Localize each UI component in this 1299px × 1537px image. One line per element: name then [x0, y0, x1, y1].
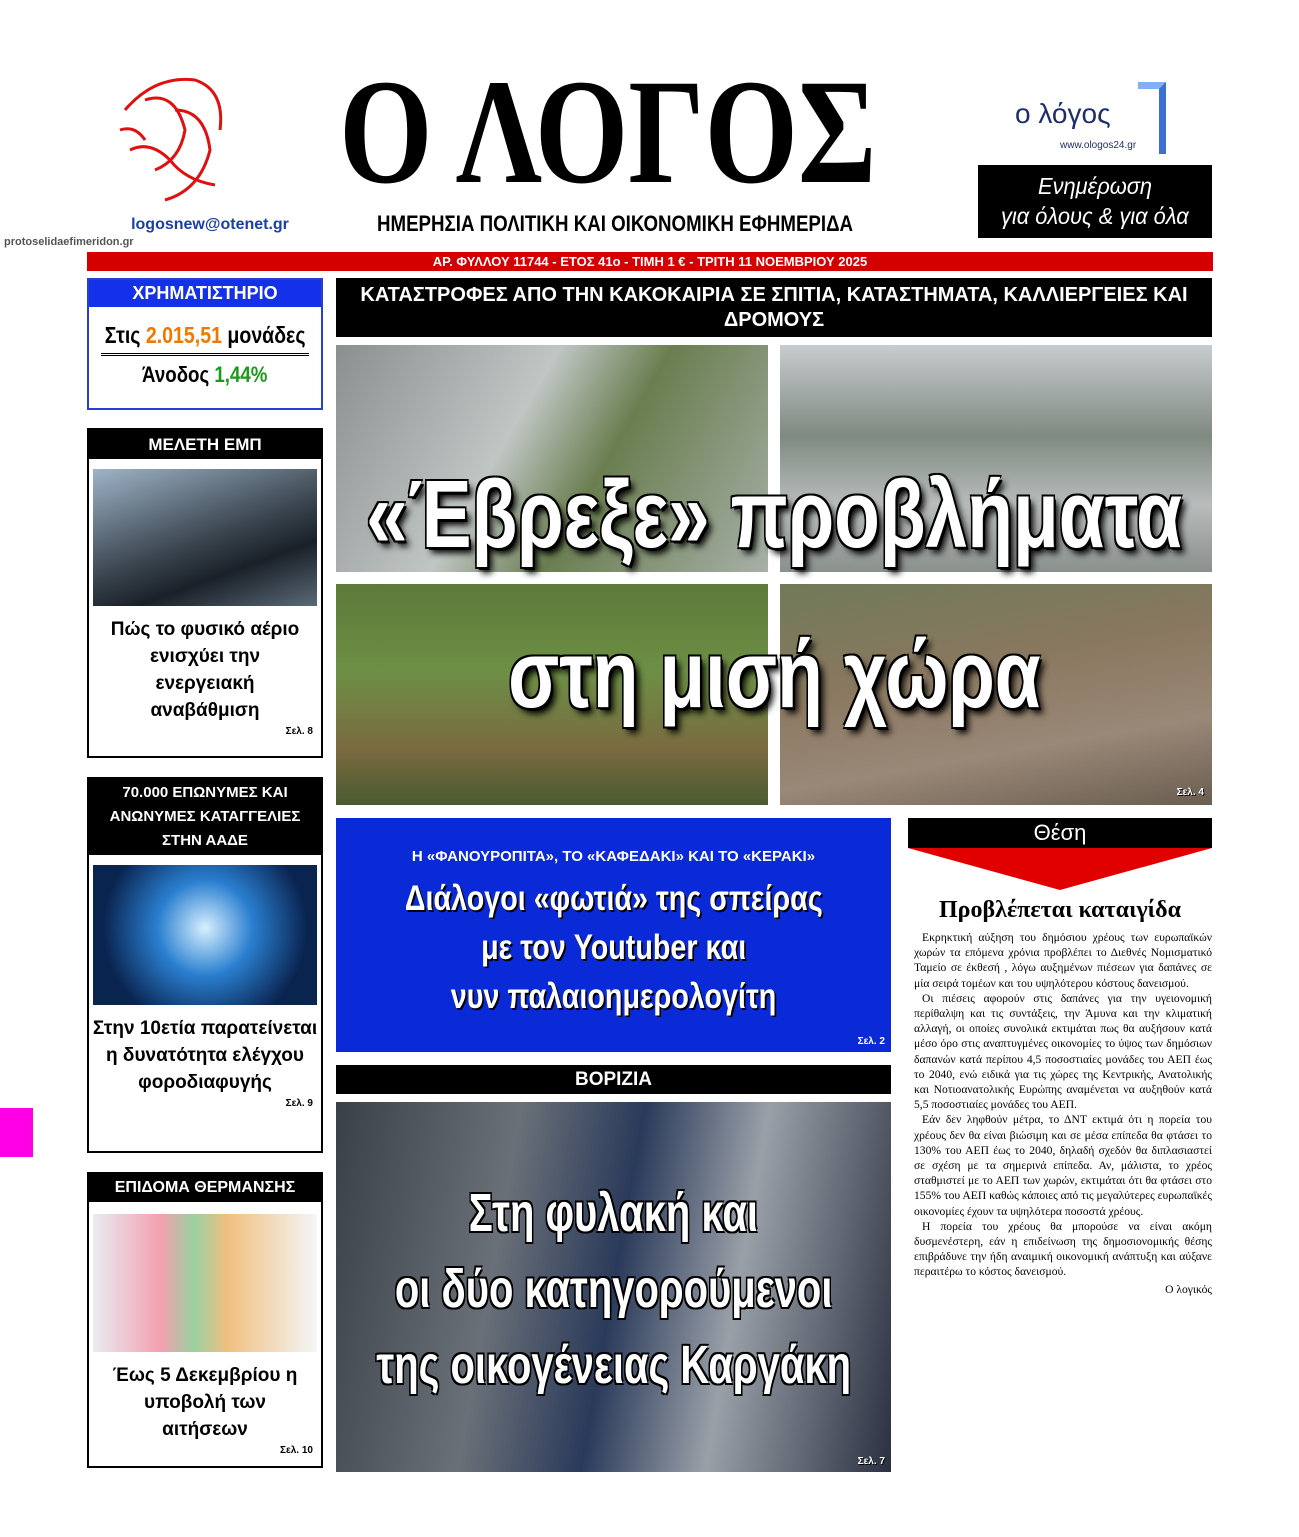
masthead-title-wrap: [330, 49, 885, 215]
headline-line-1: Διάλογοι «φωτιά» της σπείρας: [404, 879, 823, 918]
editorial-header: Θέση: [908, 818, 1212, 848]
divider: [101, 353, 309, 356]
masthead-subtitle: ΗΜΕΡΗΣΙΑ ΠΟΛΙΤΙΚΗ ΚΑΙ ΟΙΚΟΝΟΜΙΚΗ ΕΦΗΜΕΡΙΔΑ: [376, 211, 854, 236]
editorial-signature: Ο λογικός: [1165, 1282, 1212, 1296]
story-text: Έως 5 Δεκεμβρίου η υποβολή των αιτήσεων: [112, 1365, 298, 1440]
headline-line-2-wrap: [336, 923, 891, 972]
headline-line-2: οι δύο κατηγορούμενοι: [394, 1259, 833, 1319]
email-wrap: [110, 215, 310, 235]
logo-illustration: [115, 70, 240, 210]
editorial-paragraph: Οι πιέσεις αφορούν στις δαπάνες για την υγειονομική περίθαλψη και τις συντάξεις, την Άμυνα και την κλιματική αλλαγή, οι οποίες συνολικά εκτιμάται πως θα αυξήσουν κατά μέσο όρο στις αναπτυγμένες οικονομίες το ύψος των δημόσιων δαπανών κατά περίπου 4,5 ποσοστιαίες μονάδες του ΑΕΠ έως το 2040, ενώ ειδικά για τις χώρες της Κεντρικής, Ανατολικής και Νοτιοανατολικής Ευρώπης αναμένεται να αυξηθούν κατά 5,5 ποσοστιαίες μονάδες του ΑΕΠ.: [914, 991, 1212, 1112]
third-kicker: ΒΟΡΙΖΙΑ: [336, 1065, 891, 1094]
headline-line-3: νυν παλαιοημερολογίτη: [450, 977, 777, 1016]
tagline-1: Ενημέρωση: [1037, 173, 1153, 199]
second-kicker-wrap: [336, 848, 891, 866]
editorial-title: Προβλέπεται καταιγίδα: [939, 897, 1181, 923]
headline-line-2: στη μισή χώρα: [507, 621, 1041, 728]
headline-line-3-wrap: [336, 1327, 891, 1403]
headline-line-2: με τον Youtuber και: [480, 928, 747, 967]
page-ref: Σελ. 8: [285, 726, 313, 737]
page-ref: Σελ. 7: [857, 1456, 885, 1467]
sidebar-story-3[interactable]: [87, 1172, 323, 1468]
tagline-box: [978, 165, 1212, 238]
stock-change-inner: [142, 362, 267, 388]
page-ref: Σελ. 10: [280, 1445, 313, 1456]
headline-line-2-wrap: [336, 615, 1212, 735]
stock-value: 2.015,51: [145, 322, 222, 348]
sidebar-story-1[interactable]: [87, 428, 323, 758]
third-headline: [336, 1175, 891, 1403]
lead-kicker: ΚΑΤΑΣΤΡΟΦΕΣ ΑΠΟ ΤΗΝ ΚΑΚΟΚΑΙΡΙΑ ΣΕ ΣΠΙΤΙΑ, ΚΑΤΑΣΤΗΜΑΤΑ, ΚΑΛΛΙΕΡΓΕΙΕΣ ΚΑΙ ΔΡΟΜΟΥΣ: [336, 278, 1212, 337]
stock-value-line: [89, 321, 321, 349]
story-image-gas-stove: [93, 469, 317, 606]
headline-line-3: της οικογένειας Καργάκη: [376, 1335, 851, 1395]
headline-line-1-wrap: [336, 874, 891, 923]
second-story[interactable]: [336, 818, 891, 1052]
stock-change: 1,44%: [214, 362, 268, 387]
stock-box: [87, 278, 323, 410]
headline-line-2-wrap: [336, 1251, 891, 1327]
headline-line-1-wrap: [336, 1175, 891, 1251]
story-image-radiator-money: [93, 1214, 317, 1352]
stock-change-line: [89, 362, 321, 388]
second-headline: [336, 874, 891, 1021]
logo24-text: ο λόγος: [1015, 98, 1111, 129]
stock-post: μονάδες: [227, 322, 306, 348]
tagline-2-wrap: [978, 201, 1212, 231]
story-text: Πώς το φυσικό αέριο ενισχύει την ενεργειακή αναβάθμιση: [110, 619, 300, 721]
tagline-2: για όλους & για όλα: [1001, 203, 1189, 229]
masthead-subtitle-wrap: [335, 211, 895, 237]
issue-line: ΑΡ. ΦΥΛΛΟΥ 11744 - ΕΤΟΣ 41ο - ΤΙΜΗ 1 € - ΤΡΙΤΗ 11 ΝΟΕΜΒΡΙΟΥ 2025: [432, 254, 868, 269]
story-header: 70.000 ΕΠΩΝΥΜΕΣ ΚΑΙ ΑΝΩΝΥΜΕΣ ΚΑΤΑΓΓΕΛΙΕΣ ΣΤΗΝ ΑΑΔΕ: [89, 779, 321, 855]
story-text: Στην 10ετία παρατείνεται η δυνατότητα ελέγχου φοροδιαφυγής: [92, 1018, 318, 1093]
editorial-paragraph: Εάν δεν ληφθούν μέτρα, το ΔΝΤ εκτιμά ότι η πορεία του χρέους δεν θα είναι βιώσιμη και σε μέσα επίπεδα θα φτάσει το 130% του ΑΕΠ έως το 2040, δηλαδή σχεδόν θα διπλασιαστεί σε σχέση με τα σημερινά επίπεδα. Αν, μάλιστα, το χρέος σταθμιστεί με το ΑΕΠ των χωρών, εκτιμάται ότι θα φτάσει στο 155% του ΑΕΠ καθώς κάποιες από τις μεγαλύτερες ευρωπαϊκές οικονομίες έχουν τα υψηλότερα ποσοστά χρέους.: [914, 1113, 1212, 1218]
logo24-url: www.ologos24.gr: [1060, 140, 1137, 151]
issue-bar: [87, 252, 1213, 271]
stock-value-inner: [105, 321, 306, 349]
page-ref: Σελ. 2: [857, 1036, 885, 1047]
masthead-title: Ο ΛΟΓΟΣ: [338, 49, 877, 215]
logo24-mark: [1138, 82, 1166, 154]
editorial-title-wrap: [908, 895, 1212, 925]
page-ref: Σελ. 9: [285, 1098, 313, 1109]
story-header: ΜΕΛΕΤΗ ΕΜΠ: [89, 430, 321, 459]
second-kicker: Η «ΦΑΝΟΥΡΟΠΙΤΑ», ΤΟ «ΚΑΦΕΔΑΚΙ» ΚΑΙ ΤΟ «ΚΕΡΑΚΙ»: [411, 848, 816, 865]
headline-line-3-wrap: [336, 972, 891, 1021]
stock-pre: Στις: [104, 322, 141, 348]
tagline-1-wrap: [978, 171, 1212, 201]
magenta-marker: [0, 1108, 33, 1157]
headline-line-1: Στη φυλακή και: [468, 1183, 759, 1243]
story-image-magnifier: [93, 865, 317, 1005]
headline-line-1: «Έβρεξε» προβλήματα: [365, 461, 1183, 568]
headline-line-1-wrap: [336, 455, 1212, 575]
ologos24-logo[interactable]: [1010, 80, 1180, 158]
email-link[interactable]: logosnew@otenet.gr: [131, 216, 289, 233]
watermark: protoselidaefimeridon.gr: [4, 236, 134, 248]
editorial-paragraph: Η πορεία του χρέους θα μπορούσε να είναι ακόμη δυσμενέστερη, εάν η επιδείνωση της δημοσιονομικής θέσης επιβράδυνε την ήδη αναιμική οικονομική ανάπτυξη και αύξανε περαιτέρω το κόστος δανεισμού.: [914, 1219, 1212, 1279]
editorial-body: [914, 930, 1212, 1297]
editorial-paragraph: Εκρηκτική αύξηση του δημόσιου χρέους των ευρωπαϊκών χωρών τα επόμενα χρόνια προβλέπει το Διεθνές Νομισματικό Ταμείο σε έκθεσή , λόγω αυξημένων πιέσεων για δαπάνες σε μία σειρά τομέων και του υψηλότερου κόστους δανεισμού.: [914, 931, 1212, 990]
stock-change-label: Άνοδος: [142, 362, 210, 387]
lead-headline: [336, 455, 1212, 735]
stock-title: ΧΡΗΜΑΤΙΣΤΗΡΙΟ: [89, 280, 321, 307]
story-header: ΕΠΙΔΟΜΑ ΘΕΡΜΑΝΣΗΣ: [89, 1174, 321, 1202]
page-ref: Σελ. 4: [1176, 787, 1204, 798]
sidebar-story-2[interactable]: [87, 777, 323, 1153]
red-triangle: [908, 848, 1212, 890]
